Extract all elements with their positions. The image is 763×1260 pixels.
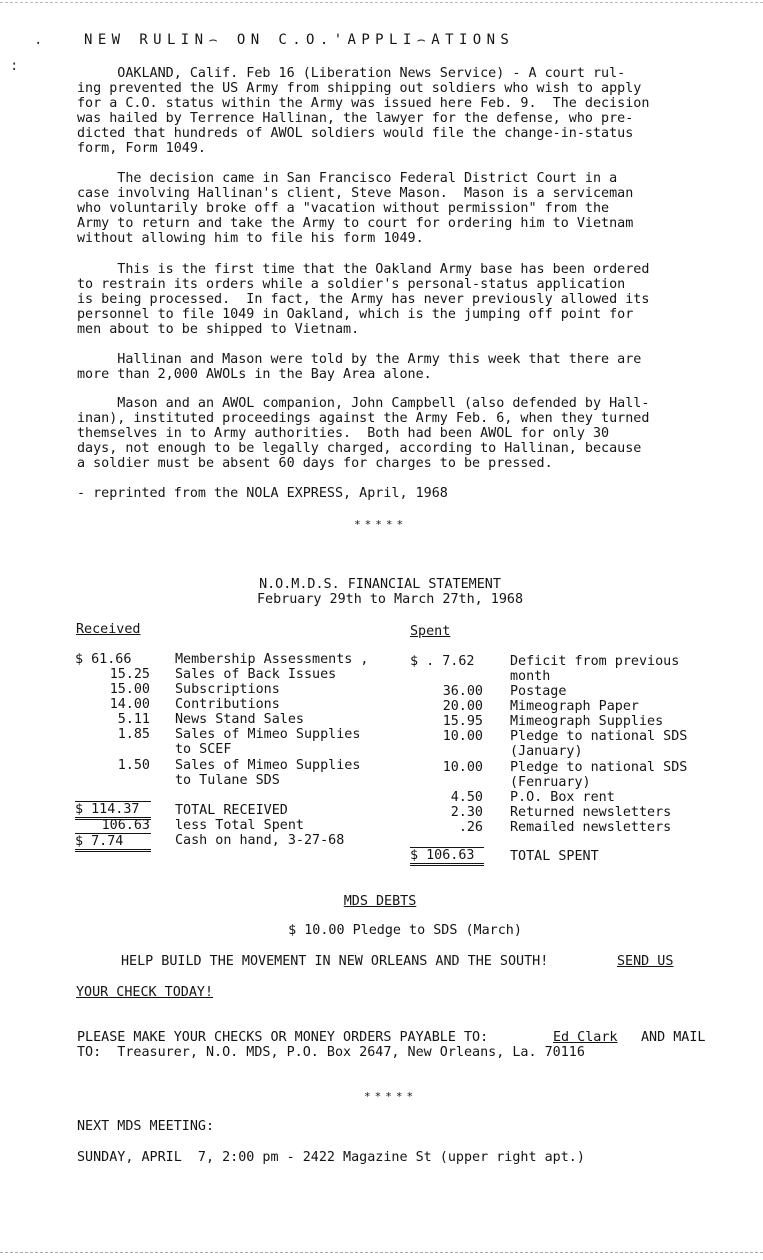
spent-amount: 2.30 bbox=[450, 805, 483, 820]
spent-desc: Postage bbox=[510, 684, 567, 699]
appeal-send-us: SEND US bbox=[617, 954, 674, 969]
article-headline: NEW RULIN⌢ ON C.O.'APPLI⌢ATIONS bbox=[84, 32, 515, 48]
spent-total-amount: $ 106.63 bbox=[410, 847, 484, 866]
spent-amount: 10.00 bbox=[442, 760, 483, 775]
spent-desc: Mimeograph Paper bbox=[510, 699, 639, 714]
received-amount: $ 61.66 bbox=[75, 652, 132, 667]
received-amount: 5.11 bbox=[117, 712, 150, 727]
spent-amount: .26 bbox=[458, 820, 483, 835]
spent-desc: Pledge to national SDS (Fenruary) bbox=[510, 760, 688, 791]
received-amount: 15.00 bbox=[109, 682, 150, 697]
payment-payee: Ed Clark bbox=[553, 1030, 618, 1045]
bottom-edge-artifact bbox=[0, 1252, 763, 1255]
spent-amount: 20.00 bbox=[442, 699, 483, 714]
received-total-desc: TOTAL RECEIVED bbox=[175, 803, 288, 818]
received-desc: Sales of Back Issues bbox=[175, 667, 337, 682]
article-paragraph-5: Mason and an AWOL companion, John Campbell (also defended by Hall- inan), instituted proceedings against the Army Feb. 6, when they turned themselves in to Army authorities. Both had been AWOL for only 30 days, not enough to be legally charged, according to Hallinan, because a soldier must be absent 60 days for charges to be pressed. bbox=[77, 396, 650, 471]
article-paragraph-3: This is the first time that the Oakland Army base has been ordered to restrain its orders while a soldier's personal-status application is being processed. In fact, the Army has never previously allowed its personnel to file 1049 in Oakland, which is the jumping off point for men about to be shipped to Vietnam. bbox=[77, 262, 650, 337]
spent-amount: 36.00 bbox=[442, 684, 483, 699]
debts-title: MDS DEBTS bbox=[343, 894, 417, 909]
debts-line: $ 10.00 Pledge to SDS (March) bbox=[288, 923, 522, 938]
spent-amount: 15.95 bbox=[442, 714, 483, 729]
received-total-amount: $ 7.74 bbox=[75, 833, 151, 852]
spent-total-desc: TOTAL SPENT bbox=[510, 849, 599, 864]
received-total-amount: 106.63 bbox=[101, 818, 150, 833]
spent-desc: Returned newsletters bbox=[510, 805, 672, 820]
appeal-line-2: YOUR CHECK TODAY! bbox=[76, 985, 214, 1000]
received-desc: Sales of Mimeo Supplies to SCEF bbox=[175, 727, 361, 758]
spent-desc: Deficit from previous month bbox=[510, 654, 680, 685]
received-amount: 1.85 bbox=[117, 727, 150, 742]
received-desc: Sales of Mimeo Supplies to Tulane SDS bbox=[175, 758, 361, 789]
margin-mark: · bbox=[34, 36, 43, 52]
received-desc: Contributions bbox=[175, 697, 280, 712]
received-desc: Subscriptions bbox=[175, 682, 280, 697]
margin-mark: : bbox=[10, 58, 19, 74]
section-separator: ***** bbox=[364, 1090, 418, 1103]
spent-amount: 4.50 bbox=[450, 790, 483, 805]
spent-desc: Pledge to national SDS (January) bbox=[510, 729, 688, 760]
article-paragraph-1: OAKLAND, Calif. Feb 16 (Liberation News Service) - A court rul- ing prevented the US Army from shipping out soldiers who wish to apply for a C.O. status within the Army was issued here Feb. 9. The decision was hailed by Terrence Hallinan, the lawyer for the defense, who pre- dicted that hundreds of AWOL soldiers would file the change-in-status form, Form 1049. bbox=[77, 66, 650, 156]
meeting-label: NEXT MDS MEETING: bbox=[77, 1119, 215, 1134]
statement-title: N.O.M.D.S. FINANCIAL STATEMENT bbox=[259, 577, 501, 592]
appeal-line-1: HELP BUILD THE MOVEMENT IN NEW ORLEANS AND THE SOUTH! bbox=[121, 954, 549, 969]
received-amount: 15.25 bbox=[109, 667, 150, 682]
payment-line-1-suffix: AND MAIL bbox=[641, 1030, 706, 1045]
spent-amount: $ . 7.62 bbox=[410, 654, 475, 669]
article-paragraph-2: The decision came in San Francisco Federal District Court in a case involving Hallinan's client, Steve Mason. Mason is a serviceman who voluntarily broke off a "vacation without permission" from the Army to return and take the Army to court for ordering him to Vietnam without allowing him to file his form 1049. bbox=[77, 171, 634, 246]
statement-period: February 29th to March 27th, 1968 bbox=[256, 592, 524, 607]
received-desc: Membership Assessments , bbox=[175, 652, 369, 667]
received-header: Received bbox=[76, 622, 141, 637]
received-amount: 1.50 bbox=[117, 758, 150, 773]
spent-header: Spent bbox=[410, 624, 451, 639]
spent-desc: Remailed newsletters bbox=[510, 820, 672, 835]
section-separator: ***** bbox=[354, 518, 408, 531]
payment-line-2: TO: Treasurer, N.O. MDS, P.O. Box 2647, New Orleans, La. 70116 bbox=[77, 1045, 585, 1060]
spent-desc: P.O. Box rent bbox=[510, 790, 615, 805]
received-total-desc: Cash on hand, 3-27-68 bbox=[175, 833, 345, 848]
received-amount: 14.00 bbox=[109, 697, 150, 712]
top-edge-artifact bbox=[0, 2, 763, 4]
spent-desc: Mimeograph Supplies bbox=[510, 714, 664, 729]
spent-amount: 10.00 bbox=[442, 729, 483, 744]
article-source: - reprinted from the NOLA EXPRESS, April, 1968 bbox=[77, 486, 448, 501]
received-total-desc: less Total Spent bbox=[175, 818, 304, 833]
article-paragraph-4: Hallinan and Mason were told by the Army this week that there are more than 2,000 AWOLs in the Bay Area alone. bbox=[77, 352, 642, 382]
payment-line-1-prefix: PLEASE MAKE YOUR CHECKS OR MONEY ORDERS PAYABLE TO: bbox=[77, 1030, 489, 1045]
received-desc: News Stand Sales bbox=[175, 712, 304, 727]
received-total-amount: $ 114.37 bbox=[75, 801, 151, 820]
meeting-details: SUNDAY, APRIL 7, 2:00 pm - 2422 Magazine St (upper right apt.) bbox=[77, 1150, 585, 1165]
